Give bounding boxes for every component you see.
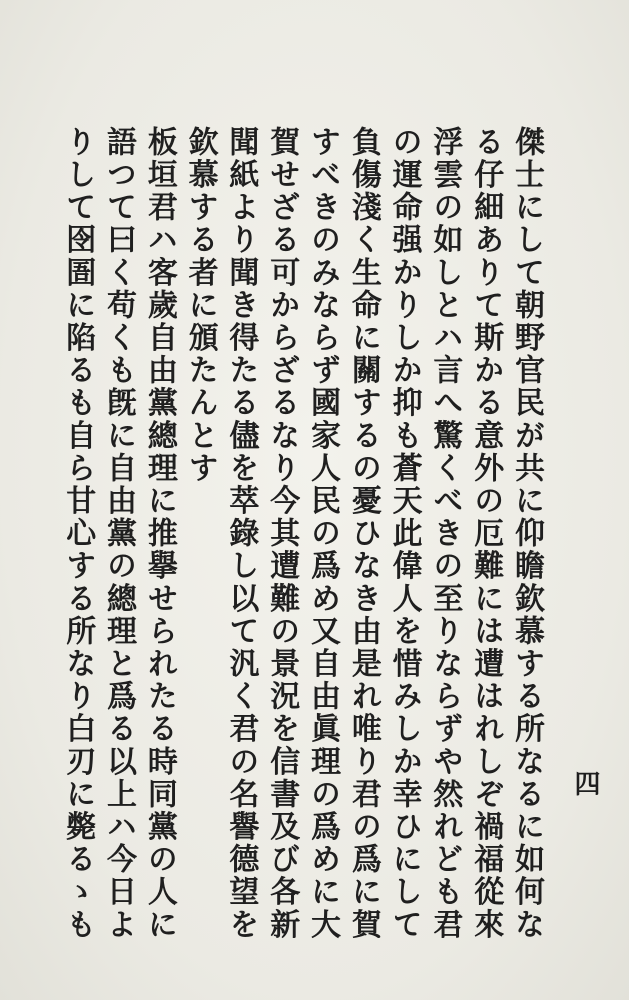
text-column-1: 傑士にして朝野官民が共に仰瞻欽慕する所なるに如何な <box>509 126 544 941</box>
text-column-9: 欽慕する者に頒たんとす <box>182 126 218 485</box>
text-column-11: 語つて曰く苟くも旣に自由黨の總理と爲る以上ハ今日よ <box>101 126 137 941</box>
text-column-10: 板垣君ハ客歲自由黨總理に推擧せられたる時同黨の人に <box>141 126 177 941</box>
text-column-5: 負傷淺く生命に關するの憂ひなき由是れ唯り君の爲に賀 <box>345 126 381 941</box>
text-column-3: 浮雲の如しとハ言へ驚くべきの至りならずや然れども君 <box>427 126 463 941</box>
text-column-6: すべきのみならず國家人民の爲め又自由眞理の爲めに大 <box>305 126 341 941</box>
page-number: 四 <box>570 770 600 796</box>
text-column-4: の運命强かりしか抑も蒼天此偉人を惜みしか幸ひにして <box>386 126 422 941</box>
text-column-2: る仔細ありて斯かる意外の厄難には遭はれしぞ禍福從來 <box>468 126 504 941</box>
text-column-8: 聞紙より聞き得たる儘を萃錄し以て汎く君の名譽德望を <box>223 126 259 941</box>
text-column-7: 賀せざる可からざるなり今其遭難の景況を信書及び各新 <box>264 126 300 941</box>
text-column-12: りして囹圄に陷るも自ら甘心する所なり白刃に斃るゝも <box>60 126 96 941</box>
vertical-text-body <box>56 126 546 941</box>
